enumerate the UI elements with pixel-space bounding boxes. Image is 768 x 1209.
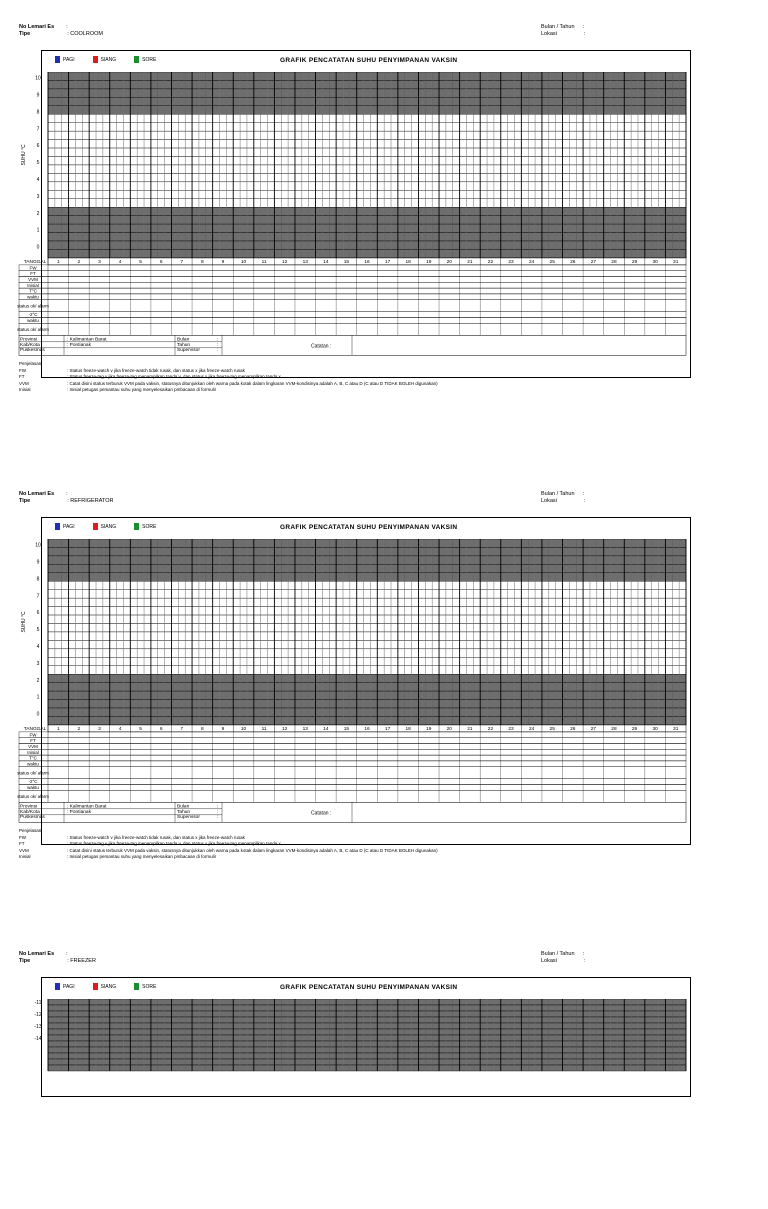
grid-row	[48, 199, 686, 207]
y-tick-label: 6	[36, 143, 40, 150]
legend-pagi-swatch	[55, 523, 60, 530]
day-number: 7	[180, 727, 184, 733]
header-right	[541, 24, 585, 38]
colon: :	[582, 951, 585, 957]
grid-row	[48, 657, 686, 665]
tanggal-label: TANGGAL	[23, 259, 47, 265]
day-number: 24	[528, 260, 535, 266]
day-number: 27	[590, 727, 597, 733]
day-number: 23	[508, 260, 514, 266]
grid-row	[48, 573, 686, 581]
y-tick-label: 10	[35, 75, 41, 82]
day-number: 12	[282, 260, 288, 266]
grid-row	[48, 190, 686, 198]
day-number: 12	[282, 727, 288, 733]
footer-kabkota_label: Kab/Kota	[20, 809, 40, 815]
legend-sore-label: SORE	[142, 983, 157, 990]
legend-siang-swatch	[93, 983, 98, 990]
grid-row	[48, 80, 686, 88]
grid-row	[48, 224, 686, 232]
day-number: 28	[611, 727, 617, 733]
grid-row	[48, 72, 686, 80]
legend-pagi-label: PAGI	[63, 56, 75, 63]
grid-row	[48, 249, 686, 257]
day-number: 8	[201, 727, 204, 733]
record-row	[19, 732, 686, 738]
record-row-label: T°C	[29, 288, 37, 294]
colon: :	[66, 951, 68, 957]
day-number: 3	[98, 727, 101, 733]
day-number: 13	[302, 727, 308, 733]
day-number: 13	[302, 260, 308, 266]
day-number: 8	[201, 260, 204, 266]
record-row-label: VVM	[28, 277, 38, 282]
day-number: 21	[467, 727, 473, 733]
day-number: 26	[570, 727, 576, 733]
bulan-tahun-label: Bulan / Tahun	[541, 951, 575, 957]
no-lemari-label: No Lemari Es	[19, 24, 55, 30]
y-tick-label: -14	[34, 1035, 42, 1042]
colon: :	[66, 24, 68, 30]
footer-puskesmas: Puskesmas	[20, 347, 45, 353]
grid-row	[48, 1011, 686, 1017]
grid-row	[48, 97, 686, 105]
no-lemari-label: No Lemari Es	[19, 951, 55, 957]
bulan-tahun-label: Bulan / Tahun	[541, 491, 575, 497]
colon: :	[217, 347, 219, 353]
day-number: 7	[180, 260, 184, 266]
notes	[19, 361, 438, 394]
y-tick-label: 1	[36, 227, 40, 234]
header-left	[19, 951, 96, 965]
record-row	[19, 300, 686, 312]
colon: :	[217, 337, 219, 343]
day-number: 2	[77, 260, 81, 266]
grid-row	[48, 640, 686, 648]
record-row	[19, 790, 686, 802]
note-text: : Inisial petugas pemantau suhu yang menyelesaikan pmbacaan di formulir	[67, 387, 217, 393]
lokasi-label: Lokasi	[541, 498, 557, 504]
record-row-label: status ok/ alarm	[17, 793, 49, 799]
day-number: 15	[343, 727, 350, 733]
grid-row	[48, 207, 686, 215]
note-key: FW	[19, 834, 26, 840]
bulan-tahun-label: Bulan / Tahun	[541, 24, 575, 30]
y-tick-label: 5	[36, 627, 40, 634]
grid-row	[48, 1047, 686, 1053]
legend-sore-swatch	[134, 56, 139, 63]
y-tick-label: 0	[36, 711, 40, 718]
footer-kabkota_value: : Pontianak	[67, 809, 92, 815]
grid-row	[48, 1035, 686, 1041]
day-number: 31	[673, 260, 679, 266]
legend-siang-swatch	[93, 56, 98, 63]
colon: :	[217, 804, 219, 810]
y-tick-label: -13	[34, 1023, 42, 1030]
footer-block	[19, 335, 686, 355]
legend	[55, 56, 156, 63]
chart-title: GRAFIK PENCATATAN SUHU PENYIMPANAN VAKSIN	[280, 984, 458, 991]
y-tick-label: 3	[36, 660, 40, 667]
legend-sore-label: SORE	[142, 56, 157, 63]
record-row-label: Inisial	[27, 749, 39, 755]
day-number: 4	[118, 727, 122, 733]
legend-pagi-swatch	[55, 983, 60, 990]
legend-siang-swatch	[93, 523, 98, 530]
record-row-label: waktu	[27, 318, 39, 323]
grid-row	[48, 241, 686, 249]
grid-row	[48, 1053, 686, 1059]
tipe-value: : FREEZER	[67, 958, 96, 964]
note-text: : Status freeze-watch v jika freeze-watch tidak rusak, dan status x jika freeze-watch rusak	[67, 367, 245, 373]
day-number: 17	[384, 727, 391, 733]
day-number: 9	[221, 727, 225, 733]
colon: :	[583, 498, 586, 504]
legend-pagi-swatch	[55, 56, 60, 63]
note-key: VVM	[19, 380, 29, 386]
day-number: 17	[384, 260, 391, 266]
grid-row	[48, 674, 686, 682]
lokasi-label: Lokasi	[541, 31, 557, 37]
day-number: 29	[631, 727, 638, 733]
grid-row	[48, 556, 686, 564]
note-item	[19, 387, 438, 394]
grid-row	[48, 564, 686, 572]
colon: :	[583, 958, 586, 964]
record-row-label: waktu	[27, 294, 39, 300]
y-tick-label: -12	[34, 1011, 42, 1018]
record-row-label: FW	[29, 732, 37, 738]
y-tick-label: 3	[36, 193, 40, 200]
day-number: 10	[240, 727, 247, 733]
chart-title: GRAFIK PENCATATAN SUHU PENYIMPANAN VAKSIN	[280, 524, 458, 531]
record-row	[19, 265, 686, 271]
grid-row	[48, 216, 686, 224]
grid-row	[48, 615, 686, 623]
y-tick-label: 9	[36, 92, 40, 99]
day-number: 14	[323, 727, 329, 733]
grid-row	[48, 131, 686, 139]
footer-kabkota_value: : Pontianak	[67, 342, 92, 348]
grid-row	[48, 632, 686, 640]
day-number: 14	[323, 260, 329, 266]
colon: :	[66, 491, 68, 497]
footer-bulan: Bulan	[177, 804, 190, 810]
record-row-label: T°C	[29, 755, 37, 761]
y-tick-label: 7	[36, 593, 40, 600]
note-text: : Inisial petugas pemantau suhu yang menyelesaikan pmbacaan di formulir	[67, 854, 217, 860]
record-row	[19, 312, 686, 318]
day-number: 11	[261, 260, 267, 266]
footer-provinsi_label: Provinsi	[20, 337, 38, 343]
tipe-label: Tipe	[19, 31, 31, 37]
note-key: Inisial	[19, 854, 31, 860]
day-number: 31	[673, 727, 679, 733]
day-number: 25	[549, 727, 555, 733]
day-number: 1	[56, 727, 60, 733]
colon: :	[583, 31, 586, 37]
record-row-label: status ok/ alarm	[17, 303, 49, 309]
footer-supervisor: Supervisor	[177, 814, 200, 820]
footer-provinsi_label: Provinsi	[20, 804, 38, 810]
y-tick-label: 2	[36, 677, 40, 684]
day-number: 30	[652, 727, 658, 733]
y-tick-label: 0	[36, 244, 40, 251]
record-row-label: waktu	[27, 785, 39, 790]
day-number: 16	[364, 727, 370, 733]
grid-row	[48, 123, 686, 131]
note-key: VVM	[19, 847, 29, 853]
footer-block	[19, 802, 686, 822]
y-tick-label: 4	[36, 644, 40, 651]
header-right	[541, 491, 585, 505]
grid-row	[48, 700, 686, 708]
record-row-label: -2°C	[28, 779, 38, 785]
colon: :	[217, 814, 219, 820]
notes-heading: Penjelasan	[19, 828, 42, 834]
footer-bulan: Bulan	[177, 337, 190, 343]
y-axis-label: SUHU °C	[21, 144, 27, 166]
grid-row	[48, 683, 686, 691]
note-text: : Status freeze-tag v jika freeze-tag menampilkan tanda v, dan status x jika freeze-tag menampilkan tanda x	[67, 374, 281, 380]
y-tick-label: 6	[36, 610, 40, 617]
legend-pagi-label: PAGI	[63, 523, 75, 530]
legend	[55, 523, 156, 530]
grid-row	[48, 148, 686, 156]
grid-row	[48, 1065, 686, 1071]
grid-row	[48, 140, 686, 148]
record-row-label: FT	[30, 271, 36, 277]
grid-row	[48, 1041, 686, 1047]
catatan-label: Catatan :	[311, 810, 332, 817]
grid-row	[48, 547, 686, 555]
footer-puskesmas: Puskesmas	[20, 814, 45, 820]
footer-provinsi_value: : Kalimantan Barat	[67, 804, 107, 810]
record-row-label: -2°C	[28, 312, 38, 318]
grid-row	[48, 182, 686, 190]
day-number: 23	[508, 727, 514, 733]
record-row	[19, 785, 686, 791]
record-row	[19, 738, 686, 744]
notes-heading: Penjelasan	[19, 361, 42, 367]
note-key: FT	[19, 841, 25, 847]
grid-row	[48, 173, 686, 181]
footer-tahun: Tahun	[177, 809, 191, 815]
grid-row	[48, 666, 686, 674]
record-row-label: VVM	[28, 744, 38, 749]
grid-row	[48, 1029, 686, 1035]
day-number: 16	[364, 260, 370, 266]
grid-row	[48, 233, 686, 241]
grid-row	[48, 590, 686, 598]
day-number: 21	[467, 260, 473, 266]
temperature-grid	[0, 999, 768, 1209]
grid-row	[48, 607, 686, 615]
day-number: 28	[611, 260, 617, 266]
colon: :	[217, 809, 219, 815]
legend-siang-label: SIANG	[100, 983, 117, 990]
grid-row	[48, 649, 686, 657]
form-sheet	[0, 22, 768, 462]
y-tick-label: 8	[36, 109, 40, 116]
y-tick-label: 8	[36, 576, 40, 583]
lokasi-label: Lokasi	[541, 958, 557, 964]
legend-sore-swatch	[134, 983, 139, 990]
y-tick-label: 10	[35, 542, 41, 549]
grid-row	[48, 106, 686, 114]
form-sheet	[0, 949, 768, 1042]
legend	[55, 983, 156, 990]
record-row-label: waktu	[27, 761, 39, 767]
grid-row	[48, 708, 686, 716]
day-number: 22	[487, 260, 494, 266]
record-row-label: FT	[30, 738, 36, 744]
y-tick-label: 7	[36, 126, 40, 133]
grid-row	[48, 691, 686, 699]
colon: :	[217, 342, 219, 348]
note-text: : Catat disini status terburuk VVM pada vaksin, statusnya ditunjukkan oleh warna pada kotak dalam lingkaran VVM-kondisinya adalah A, B, C atau D (C atau D TIDAK BOLEH digunakan)	[67, 380, 438, 386]
record-row	[19, 761, 686, 767]
day-number: 5	[139, 260, 142, 266]
record-row	[19, 271, 686, 277]
note-key: FW	[19, 367, 26, 373]
grid-row	[48, 581, 686, 589]
tanggal-label: TANGGAL	[23, 726, 47, 732]
temperature-grid	[0, 72, 768, 405]
grid-row	[48, 114, 686, 122]
record-row-label: FW	[29, 265, 37, 271]
record-row	[19, 779, 686, 785]
record-row	[19, 323, 686, 335]
catatan-label: Catatan :	[311, 343, 332, 350]
legend-pagi-label: PAGI	[63, 983, 75, 990]
legend-sore-swatch	[134, 523, 139, 530]
note-text: : Catat disini status terburuk VVM pada vaksin, statusnya ditunjukkan oleh warna pada kotak dalam lingkaran VVM-kondisinya adalah A, B, C atau D (C atau D TIDAK BOLEH digunakan)	[67, 847, 438, 853]
grid-row	[48, 1059, 686, 1065]
footer-provinsi_value: : Kalimantan Barat	[67, 337, 107, 343]
header-left	[19, 24, 103, 38]
day-number: 19	[426, 260, 432, 266]
day-number: 19	[426, 727, 432, 733]
record-row	[19, 294, 686, 300]
grid-row	[48, 716, 686, 724]
day-number: 30	[652, 260, 658, 266]
grid-row	[48, 89, 686, 97]
record-row-label: status ok/ alarm	[17, 770, 49, 776]
record-row	[19, 755, 686, 761]
chart-title: GRAFIK PENCATATAN SUHU PENYIMPANAN VAKSIN	[280, 57, 458, 64]
colon: :	[582, 491, 585, 497]
record-row	[19, 288, 686, 294]
no-lemari-label: No Lemari Es	[19, 491, 55, 497]
grid-row	[48, 165, 686, 173]
record-row	[19, 282, 686, 288]
legend-sore-label: SORE	[142, 523, 157, 530]
day-number: 6	[159, 260, 163, 266]
temperature-grid	[0, 539, 768, 872]
y-tick-label: 2	[36, 210, 40, 217]
day-number: 25	[549, 260, 555, 266]
day-number: 26	[570, 260, 576, 266]
record-row-label: Inisial	[27, 282, 39, 288]
day-number: 6	[159, 727, 163, 733]
notes	[19, 828, 438, 861]
record-row	[19, 767, 686, 779]
form-sheet	[0, 489, 768, 929]
day-number: 22	[487, 727, 494, 733]
grid-row	[48, 999, 686, 1005]
record-row-label: status ok/ alarm	[17, 326, 49, 332]
legend-siang-label: SIANG	[100, 523, 117, 530]
note-key: Inisial	[19, 387, 31, 393]
tipe-value: : REFRIGERATOR	[67, 498, 114, 504]
footer-tahun: Tahun	[177, 342, 191, 348]
y-tick-label: 9	[36, 559, 40, 566]
day-number: 24	[528, 727, 535, 733]
tipe-label: Tipe	[19, 498, 31, 504]
day-number: 20	[446, 727, 452, 733]
grid-row	[48, 598, 686, 606]
colon: :	[582, 24, 585, 30]
tipe-label: Tipe	[19, 958, 31, 964]
header-right	[541, 951, 585, 965]
day-number: 18	[405, 727, 411, 733]
footer-supervisor: Supervisor	[177, 347, 200, 353]
day-number: 2	[77, 727, 81, 733]
record-row	[19, 749, 686, 755]
day-number: 4	[118, 260, 122, 266]
y-tick-label: 5	[36, 160, 40, 167]
day-number: 3	[98, 260, 101, 266]
day-number: 1	[56, 260, 60, 266]
y-tick-label: -11	[34, 999, 42, 1006]
y-tick-label: 1	[36, 694, 40, 701]
day-number: 27	[590, 260, 597, 266]
record-row	[19, 277, 686, 283]
grid-row	[48, 624, 686, 632]
day-number: 9	[221, 260, 225, 266]
day-number: 5	[139, 727, 142, 733]
header-left	[19, 491, 113, 505]
footer-kabkota_label: Kab/Kota	[20, 342, 40, 348]
day-number: 29	[631, 260, 638, 266]
day-number: 20	[446, 260, 452, 266]
day-number: 10	[240, 260, 247, 266]
grid-row	[48, 157, 686, 165]
record-row	[19, 744, 686, 750]
record-row	[19, 318, 686, 324]
note-key: FT	[19, 374, 25, 380]
grid-row	[48, 1017, 686, 1023]
y-axis-label: SUHU °C	[21, 611, 27, 633]
legend-siang-label: SIANG	[100, 56, 117, 63]
grid-row	[48, 539, 686, 547]
note-text: : Status freeze-tag v jika freeze-tag menampilkan tanda v, dan status x jika freeze-tag menampilkan tanda x	[67, 841, 281, 847]
y-tick-label: 4	[36, 177, 40, 184]
note-item	[19, 854, 438, 861]
tipe-value: : COOLROOM	[67, 31, 103, 37]
day-number: 18	[405, 260, 411, 266]
day-number: 15	[343, 260, 350, 266]
grid-row	[48, 1005, 686, 1011]
day-number: 11	[261, 727, 267, 733]
note-text: : Status freeze-watch v jika freeze-watch tidak rusak, dan status x jika freeze-watch rusak	[67, 834, 245, 840]
